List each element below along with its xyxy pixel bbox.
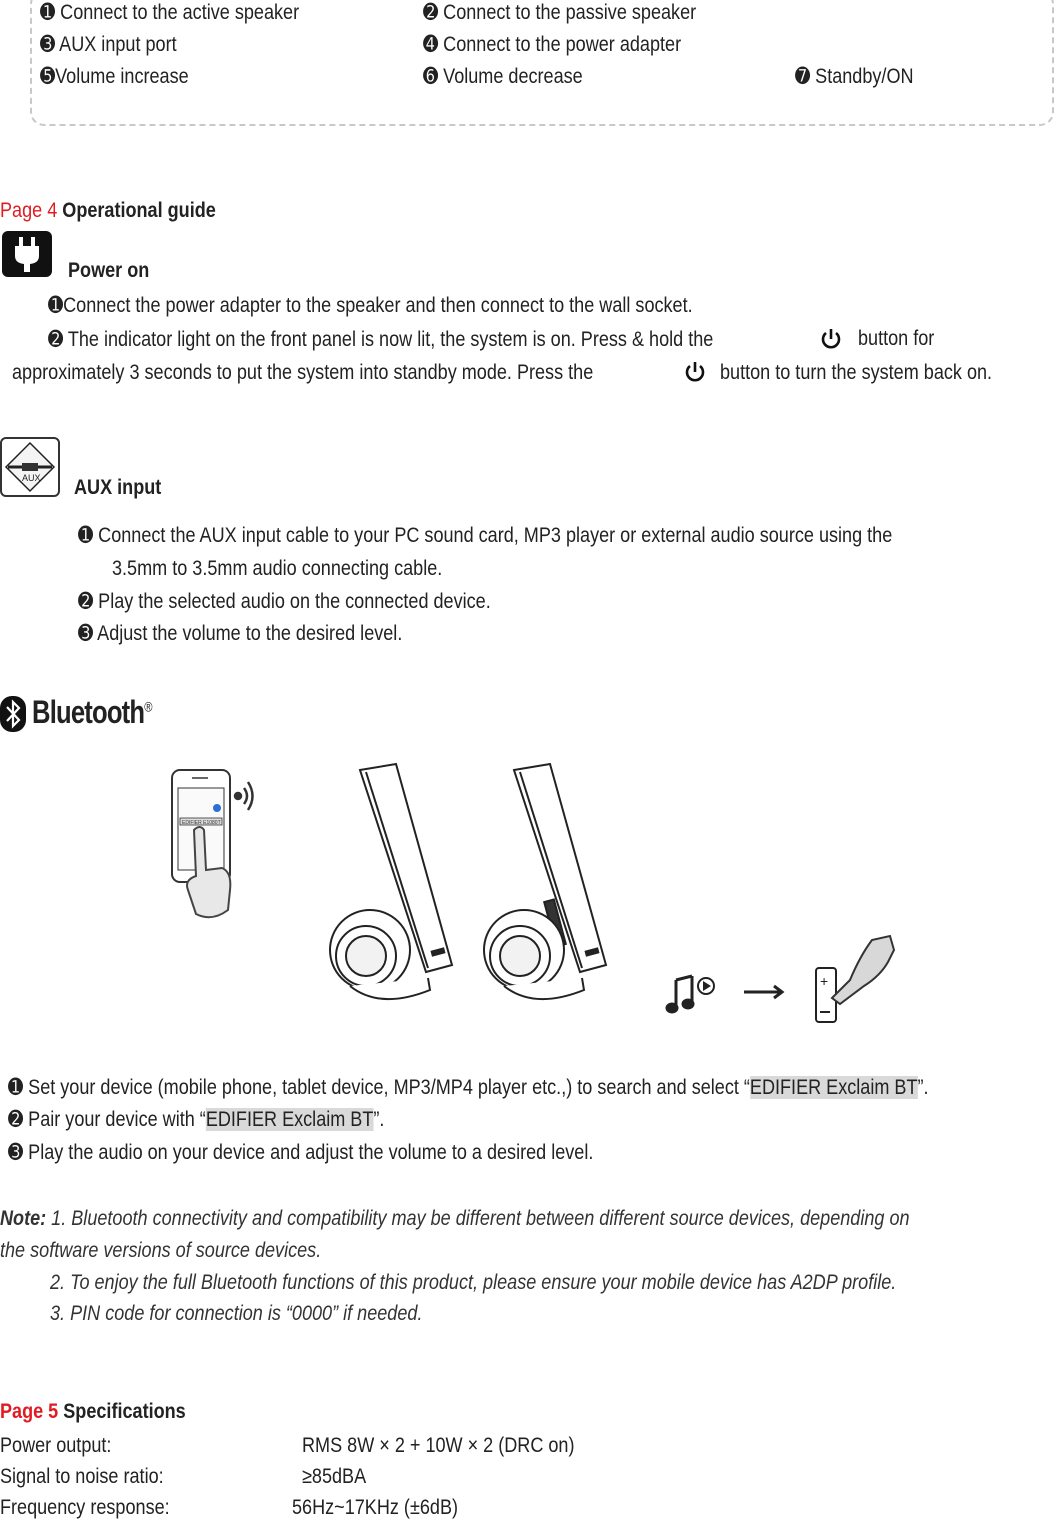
power-on-heading: Power on (68, 259, 150, 282)
svg-text:+: + (820, 973, 829, 989)
power-step-2a: ➋ The indicator light on the front panel is now lit, the system is on. Press & hold the (48, 328, 714, 351)
legend-passive-speaker: ➋ Connect to the passive speaker (423, 1, 697, 24)
bluetooth-logo (32, 694, 152, 731)
page5-label: Page 5 (0, 1400, 59, 1423)
page4-label: Page 4 (0, 199, 58, 222)
power-icon (682, 359, 708, 391)
legend-power-adapter: ➍ Connect to the power adapter (423, 33, 682, 56)
power-step-2c: approximately 3 seconds to put the system into standby mode. Press the (12, 361, 594, 384)
aux-step-2: ➋ Play the selected audio on the connected device. (78, 590, 491, 613)
note-line-3: 3. PIN code for connection is “0000” if needed. (50, 1302, 423, 1325)
plug-icon (2, 231, 52, 277)
bt-step-2 (8, 1107, 384, 1132)
bt-step-2-end: ”. (373, 1108, 385, 1131)
spec-value: 56Hz~17KHz (±6dB) (292, 1496, 459, 1519)
power-step-2d: button to turn the system back on. (720, 361, 993, 384)
note-line-1 (0, 1207, 910, 1231)
spec-value: ≥85dBA (302, 1465, 367, 1488)
power-icon (818, 326, 844, 358)
note-1-text: 1. Bluetooth connectivity and compatibility may be different between different source devices, depending on (46, 1207, 910, 1230)
bt-device-name: EDIFIER Exclaim BT (749, 1076, 918, 1099)
legend-active-speaker: ➊ Connect to the active speaker (40, 1, 300, 24)
volume-control-illustration (816, 968, 836, 1022)
bluetooth-reg-mark: ® (144, 698, 152, 715)
note-line-1b: the software versions of source devices. (0, 1239, 322, 1262)
active-speaker-illustration (330, 764, 452, 999)
arrow-right-icon (744, 986, 782, 998)
bt-step-1 (8, 1075, 929, 1100)
bluetooth-rune-icon (0, 696, 26, 732)
page5-heading (0, 1400, 186, 1424)
bluetooth-logo-text: Bluetooth (32, 694, 145, 730)
bt-step-3: ➌ Play the audio on your device and adjust the volume to a desired level. (8, 1141, 594, 1164)
legend-aux-port: ➌ AUX input port (40, 33, 177, 56)
bt-step-2-text: ➋ Pair your device with “ (8, 1108, 206, 1131)
spec-value: RMS 8W × 2 + 10W × 2 (DRC on) (302, 1434, 575, 1457)
bt-device-name: EDIFIER Exclaim BT (205, 1108, 374, 1131)
bt-step-1-end: ”. (917, 1076, 929, 1099)
bt-step-1-text: ➊ Set your device (mobile phone, tablet device, MP3/MP4 player etc.,) to search and select “ (8, 1076, 750, 1099)
aux-step-1a: ➊ Connect the AUX input cable to your PC sound card, MP3 player or external audio source using the (78, 524, 893, 547)
phone-item-label: EDIFIER E1080T (182, 820, 221, 826)
page4-heading (0, 199, 216, 223)
aux-heading: AUX input (74, 476, 162, 499)
bluetooth-illustration (160, 750, 900, 1030)
music-note-icon (667, 976, 693, 1012)
aux-icon (0, 437, 60, 497)
passive-speaker-illustration (484, 764, 606, 999)
power-step-2b: button for (858, 327, 935, 350)
spec-label: Frequency response: (0, 1496, 170, 1519)
page5-title: Specifications (63, 1400, 186, 1423)
aux-step-1b: 3.5mm to 3.5mm audio connecting cable. (112, 557, 443, 580)
hand-press-illustration (832, 936, 894, 1004)
wireless-waves-icon (235, 782, 253, 810)
note-label: Note: (0, 1207, 47, 1230)
aux-icon-label: AUX (22, 473, 41, 483)
aux-step-3: ➌ Adjust the volume to the desired level. (78, 622, 403, 645)
play-icon (698, 978, 714, 994)
legend-volume-decrease: ➏ Volume decrease (423, 65, 583, 88)
page4-title: Operational guide (62, 199, 216, 222)
spec-label: Power output: (0, 1434, 112, 1457)
spec-label: Signal to noise ratio: (0, 1465, 164, 1488)
legend-volume-increase: ➎Volume increase (40, 65, 189, 88)
note-line-2: 2. To enjoy the full Bluetooth functions of this product, please ensure your mobile device has A2DP profile. (50, 1271, 897, 1294)
legend-standby: ➐ Standby/ON (795, 65, 914, 88)
power-step-1: ➊Connect the power adapter to the speaker and then connect to the wall socket. (48, 294, 693, 317)
